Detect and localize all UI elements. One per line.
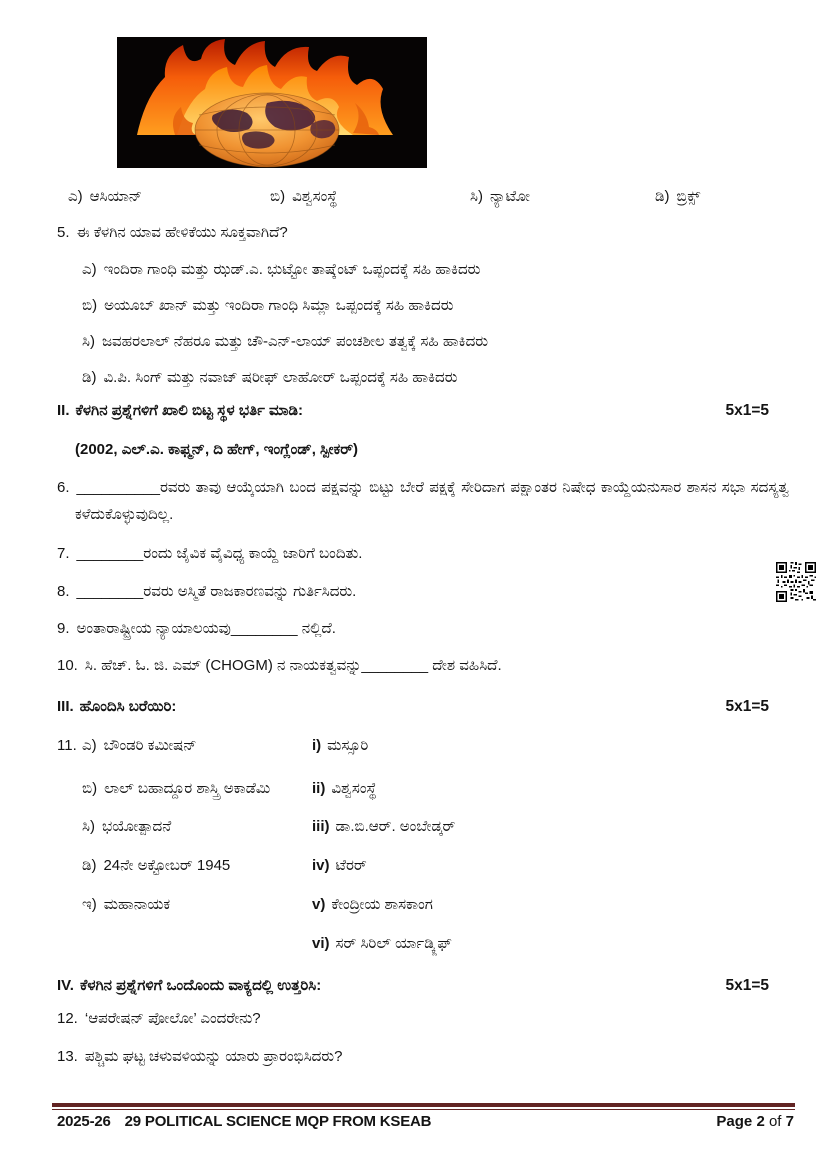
section-3-marks: 5x1=5 xyxy=(725,698,769,715)
match-label: ಡಿ) xyxy=(82,857,97,874)
match-right-vi xyxy=(312,935,452,952)
match-text: ಬೌಂಡರಿ ಕಮೀಷನ್ xyxy=(103,737,197,754)
question-12-text: ‘ಆಪರೇಷನ್ ಪೋಲೋ’ ಎಂದರೇನು? xyxy=(84,1010,261,1027)
burning-globe-photo xyxy=(117,37,427,168)
option-a xyxy=(68,188,142,206)
question-7-text: ________ರಂದು ಜೈವಿಕ ವೈವಿಧ್ಯ ಕಾಯ್ದೆ ಜಾರಿಗೆ ಬಂದಿತು. xyxy=(76,545,363,562)
question-13 xyxy=(57,1048,342,1066)
question-6-text: __________ರವರು ತಾವು ಆಯ್ಕೆಯಾಗಿ ಬಂದ ಪಕ್ಷವನ್ನು ಬಿಟ್ಟು ಬೇರೆ ಪಕ್ಷಕ್ಕೆ ಸೇರಿದಾಗ ಪಕ್ಷಾಂತರ ನಿಷೇಧ ಕಾಯ್ದೆಯನುಸಾರ ಶಾಸನ ಸಭಾ ಸದಸ್ಯತ್ವ ಕಳೆದುಕೊಳ್ಳುವುದಿಲ್ಲ. xyxy=(75,479,789,523)
question-5-option-d xyxy=(82,369,457,387)
match-left-b xyxy=(82,780,270,797)
option-label: ಬಿ) xyxy=(82,297,98,314)
match-text: ಸರ್ ಸಿರಿಲ್ ರ್ಯಾಡ್ಕ್ಲಿಫ್ xyxy=(335,935,452,952)
match-left-d xyxy=(82,857,230,874)
question-9 xyxy=(57,620,336,638)
question-5-option-b xyxy=(82,297,453,315)
option-label: ಸಿ) xyxy=(82,333,95,350)
section-2-marks: 5x1=5 xyxy=(725,402,769,419)
match-label: iv) xyxy=(312,857,330,874)
section-4-title: ಕೆಳಗಿನ ಪ್ರಶ್ನೆಗಳಿಗೆ ಒಂದೊಂದು ವಾಕ್ಯದಲ್ಲಿ ಉತ್ತರಿಸಿ: xyxy=(79,977,322,994)
question-10-number: 10. xyxy=(57,657,78,674)
match-text: ಡಾ.ಬಿ.ಆರ್. ಅಂಬೇಡ್ಕರ್ xyxy=(335,818,456,835)
option-label: ಡಿ) xyxy=(82,369,97,386)
section-4-marks: 5x1=5 xyxy=(725,977,769,994)
match-label: vi) xyxy=(312,935,330,952)
match-right-i xyxy=(312,737,368,754)
footer-rule-thick xyxy=(52,1103,795,1107)
footer-of-word: of xyxy=(768,1113,782,1130)
option-a-text: ಆಸಿಯಾನ್ xyxy=(89,188,143,205)
footer-year: 2025-26 xyxy=(57,1113,111,1130)
section-2-label: II. xyxy=(57,402,70,419)
option-text: ಜವಹರಲಾಲ್ ನೆಹರೂ ಮತ್ತು ಚೌ-ಎನ್-ಲಾಯ್ ಪಂಚಶೀಲ ತತ್ವಕ್ಕೆ ಸಹಿ ಹಾಕಿದರು xyxy=(101,333,488,350)
match-right-iii xyxy=(312,818,455,835)
question-10 xyxy=(57,657,502,675)
match-label: i) xyxy=(312,737,322,754)
section-3-header xyxy=(57,698,176,716)
match-right-iv xyxy=(312,857,367,874)
footer-page-number: 2 xyxy=(756,1113,765,1130)
qr-code-icon xyxy=(776,562,816,602)
question-6 xyxy=(57,474,789,528)
question-10-text: ಸಿ. ಹೆಚ್. ಓ. ಜಿ. ಎಮ್ (CHOGM) ನ ನಾಯಕತ್ವವನ್ನು________ ದೇಶ ವಹಿಸಿದೆ. xyxy=(84,657,502,674)
option-b-text: ವಿಶ್ವಸಂಸ್ಥೆ xyxy=(292,188,338,205)
option-d-label: ಡಿ) xyxy=(655,188,670,205)
match-right-v xyxy=(312,896,433,913)
match-label: ಬಿ) xyxy=(82,780,98,797)
question-9-number: 9. xyxy=(57,620,70,637)
match-text: ಟೆರರ್ xyxy=(335,857,367,874)
footer-page-indicator xyxy=(716,1113,794,1130)
question-7 xyxy=(57,545,362,563)
option-a-label: ಎ) xyxy=(68,188,83,205)
option-d-text: ಬ್ರಿಕ್ಸ್ xyxy=(676,188,701,205)
option-text: ವಿ.ಪಿ. ಸಿಂಗ್ ಮತ್ತು ನವಾಜ್ ಷರೀಫ್ ಲಾಹೋರ್ ಒಪ್ಪಂದಕ್ಕೆ ಸಹಿ ಹಾಕಿದರು xyxy=(103,369,458,386)
qr-code-icon xyxy=(776,562,816,602)
question-13-text: ಪಶ್ಚಿಮ ಘಟ್ಟ ಚಳುವಳಿಯನ್ನು ಯಾರು ಪ್ರಾರಂಭಿಸಿದರು? xyxy=(84,1048,343,1065)
section-2-header xyxy=(57,402,303,420)
option-c-text: ನ್ಯಾಟೋ xyxy=(489,188,530,205)
match-label: iii) xyxy=(312,818,330,835)
option-d xyxy=(655,188,700,206)
match-left-a xyxy=(82,737,197,754)
question-8 xyxy=(57,583,356,601)
match-label: v) xyxy=(312,896,326,913)
match-text: ಭಯೋತ್ಪಾದನೆ xyxy=(101,818,172,835)
match-text: ಮಹಾನಾಯಕ xyxy=(103,896,171,913)
burning-globe-image xyxy=(117,37,427,168)
question-6-number: 6. xyxy=(57,479,70,496)
option-label: ಎ) xyxy=(82,261,97,278)
question-8-number: 8. xyxy=(57,583,70,600)
section-4-label: IV. xyxy=(57,977,74,994)
footer-page-word: Page xyxy=(716,1113,753,1130)
footer-left xyxy=(57,1113,431,1130)
option-b xyxy=(270,188,337,206)
match-label: ಸಿ) xyxy=(82,818,95,835)
question-12-number: 12. xyxy=(57,1010,78,1027)
match-label: ಎ) xyxy=(82,737,97,754)
option-text: ಇಂದಿರಾ ಗಾಂಧಿ ಮತ್ತು ಝಡ್.ಎ. ಭುಟ್ಟೋ ತಾಷ್ಕೆಂಟ್ ಒಪ್ಪಂದಕ್ಕೆ ಸಹಿ ಹಾಕಿದರು xyxy=(103,261,481,278)
footer-page-total: 7 xyxy=(785,1113,794,1130)
section-3-label: III. xyxy=(57,698,74,715)
question-7-number: 7. xyxy=(57,545,70,562)
section-2-title: ಕೆಳಗಿನ ಪ್ರಶ್ನೆಗಳಿಗೆ ಖಾಲಿ ಬಿಟ್ಟ ಸ್ಥಳ ಭರ್ತಿ ಮಾಡಿ: xyxy=(75,402,304,419)
option-text: ಅಯೂಬ್ ಖಾನ್ ಮತ್ತು ಇಂದಿರಾ ಗಾಂಧಿ ಸಿಮ್ಲಾ ಒಪ್ಪಂದಕ್ಕೆ ಸಹಿ ಹಾಕಿದರು xyxy=(104,297,454,314)
option-c-label: ಸಿ) xyxy=(470,188,483,205)
question-5 xyxy=(57,224,288,242)
match-text: ಕೇಂದ್ರೀಯ ಶಾಸಕಾಂಗ xyxy=(331,896,433,913)
question-5-text: ಈ ಕೆಳಗಿನ ಯಾವ ಹೇಳಿಕೆಯು ಸೂಕ್ತವಾಗಿದೆ? xyxy=(76,224,288,241)
match-text: ಲಾಲ್ ಬಹಾದ್ದೂರ ಶಾಸ್ತ್ರಿ ಅಕಾಡೆಮಿ xyxy=(104,780,271,797)
match-left-e xyxy=(82,896,170,913)
footer-rule-thin xyxy=(52,1109,795,1110)
match-left-c xyxy=(82,818,171,835)
question-5-option-c xyxy=(82,333,488,351)
footer-doc-title: 29 POLITICAL SCIENCE MQP FROM KSEAB xyxy=(124,1113,432,1130)
section-4-header xyxy=(57,977,321,995)
match-label: ii) xyxy=(312,780,326,797)
question-12 xyxy=(57,1010,261,1028)
question-11-number: 11. xyxy=(57,737,77,754)
match-text: ವಿಶ್ವಸಂಸ್ಥೆ xyxy=(331,780,377,797)
option-b-label: ಬಿ) xyxy=(270,188,286,205)
option-c xyxy=(470,188,530,206)
section-3-title: ಹೊಂದಿಸಿ ಬರೆಯಿರಿ: xyxy=(79,698,177,715)
match-right-ii xyxy=(312,780,377,797)
question-8-text: ________ರವರು ಅಸ್ಮಿತೆ ರಾಜಕಾರಣವನ್ನು ಗುರ್ತಿಸಿದರು. xyxy=(76,583,357,600)
match-text: 24ನೇ ಅಕ್ಟೋಬರ್ 1945 xyxy=(103,857,231,874)
question-9-text: ಅಂತಾರಾಷ್ಟ್ರೀಯ ನ್ಯಾಯಾಲಯವು________ ನಲ್ಲಿದೆ. xyxy=(76,620,336,637)
question-5-option-a xyxy=(82,261,480,279)
match-text: ಮಸ್ಸೂರಿ xyxy=(327,737,369,754)
match-label: ಇ) xyxy=(82,896,97,913)
question-13-number: 13. xyxy=(57,1048,78,1065)
question-5-number: 5. xyxy=(57,224,70,241)
section-2-word-bank: (2002, ಎಲ್.ಎ. ಕಾಫ್ಮನ್, ದಿ ಹೇಗ್, ಇಂಗ್ಲೆಂಡ್, ಸ್ಪೀಕರ್) xyxy=(75,441,359,458)
